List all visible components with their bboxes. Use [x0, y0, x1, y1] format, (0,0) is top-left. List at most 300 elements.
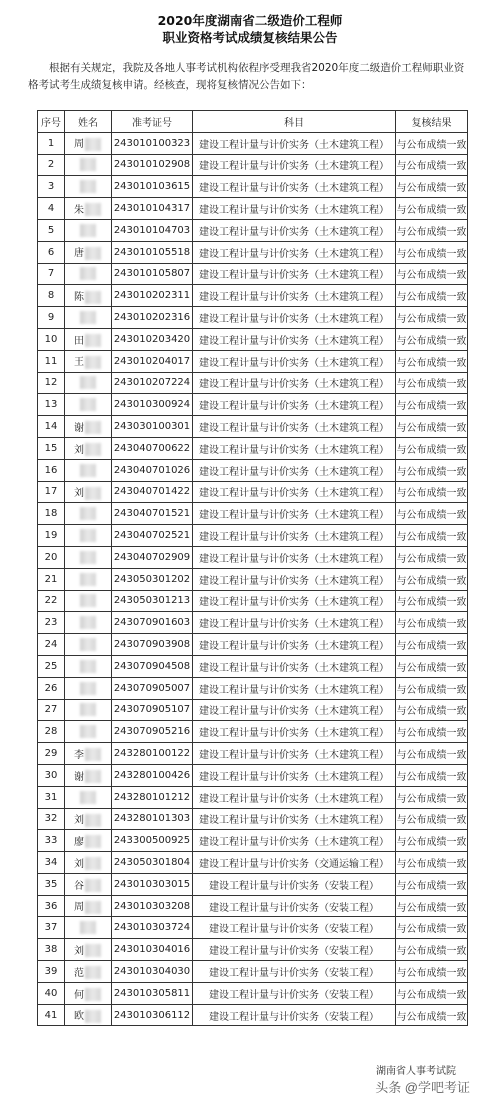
cell-subject: 建设工程计量与计价实务（土木建筑工程） — [193, 350, 396, 372]
cell-name — [65, 895, 112, 917]
cell-no: 17 — [38, 481, 65, 503]
cell-exam-id: 243050301202 — [112, 568, 193, 590]
cell-name — [65, 699, 112, 721]
cell-subject: 建设工程计量与计价实务（安装工程） — [193, 961, 396, 983]
cell-no: 35 — [38, 873, 65, 895]
table-row — [38, 764, 468, 786]
name-redaction-blur — [85, 138, 101, 151]
name-visible-text: 谷 — [74, 880, 84, 892]
cell-exam-id: 243010203420 — [112, 328, 193, 350]
cell-name — [65, 743, 112, 765]
cell-name — [65, 634, 112, 656]
cell-subject: 建设工程计量与计价实务（安装工程） — [193, 939, 396, 961]
cell-no: 19 — [38, 525, 65, 547]
header-exam-id: 准考证号 — [112, 111, 193, 133]
cell-result: 与公布成绩一致 — [396, 612, 468, 634]
cell-name — [65, 328, 112, 350]
cell-result: 与公布成绩一致 — [396, 786, 468, 808]
cell-name — [65, 1004, 112, 1026]
table-row — [38, 241, 468, 263]
name-redaction-blur — [80, 682, 96, 695]
name-redaction-blur — [80, 507, 96, 520]
cell-name — [65, 176, 112, 198]
cell-subject: 建设工程计量与计价实务（土木建筑工程） — [193, 525, 396, 547]
cell-no: 23 — [38, 612, 65, 634]
cell-result: 与公布成绩一致 — [396, 655, 468, 677]
cell-no: 5 — [38, 219, 65, 241]
table-row — [38, 699, 468, 721]
cell-name — [65, 437, 112, 459]
table-row — [38, 590, 468, 612]
name-visible-text: 刘 — [74, 444, 84, 456]
header-no: 序号 — [38, 111, 65, 133]
cell-exam-id: 243010303724 — [112, 917, 193, 939]
cell-result: 与公布成绩一致 — [396, 808, 468, 830]
cell-no: 16 — [38, 459, 65, 481]
cell-exam-id: 243010104317 — [112, 198, 193, 220]
cell-no: 27 — [38, 699, 65, 721]
cell-no: 28 — [38, 721, 65, 743]
name-visible-text: 刘 — [74, 488, 84, 500]
cell-subject: 建设工程计量与计价实务（土木建筑工程） — [193, 263, 396, 285]
header-name: 姓名 — [65, 111, 112, 133]
name-redaction-blur — [80, 660, 96, 673]
cell-name — [65, 263, 112, 285]
name-redaction-blur — [80, 398, 96, 411]
table-row — [38, 743, 468, 765]
cell-no: 2 — [38, 154, 65, 176]
cell-name — [65, 830, 112, 852]
cell-no: 9 — [38, 307, 65, 329]
cell-exam-id: 243010105807 — [112, 263, 193, 285]
table-row — [38, 481, 468, 503]
cell-name — [65, 917, 112, 939]
cell-result: 与公布成绩一致 — [396, 590, 468, 612]
cell-result: 与公布成绩一致 — [396, 459, 468, 481]
cell-subject: 建设工程计量与计价实务（土木建筑工程） — [193, 808, 396, 830]
table-row — [38, 568, 468, 590]
cell-exam-id: 243010100323 — [112, 132, 193, 154]
cell-name — [65, 612, 112, 634]
cell-subject: 建设工程计量与计价实务（土木建筑工程） — [193, 764, 396, 786]
cell-exam-id: 243040700622 — [112, 437, 193, 459]
name-redaction-blur — [85, 879, 101, 892]
name-redaction-blur — [80, 529, 96, 542]
name-visible-text: 范 — [74, 967, 84, 979]
name-visible-text: 周 — [74, 139, 84, 151]
cell-no: 34 — [38, 852, 65, 874]
cell-name — [65, 590, 112, 612]
cell-subject: 建设工程计量与计价实务（土木建筑工程） — [193, 372, 396, 394]
cell-exam-id: 243010303015 — [112, 873, 193, 895]
cell-subject: 建设工程计量与计价实务（土木建筑工程） — [193, 176, 396, 198]
cell-name — [65, 394, 112, 416]
cell-no: 36 — [38, 895, 65, 917]
cell-exam-id: 243010204017 — [112, 350, 193, 372]
cell-exam-id: 243010303208 — [112, 895, 193, 917]
name-redaction-blur — [80, 725, 96, 738]
cell-exam-id: 243040701521 — [112, 503, 193, 525]
cell-name — [65, 503, 112, 525]
name-redaction-blur — [80, 921, 96, 934]
name-redaction-blur — [80, 594, 96, 607]
cell-subject: 建设工程计量与计价实务（土木建筑工程） — [193, 830, 396, 852]
cell-result: 与公布成绩一致 — [396, 263, 468, 285]
cell-exam-id: 243030100301 — [112, 416, 193, 438]
cell-no: 33 — [38, 830, 65, 852]
name-redaction-blur — [80, 638, 96, 651]
name-redaction-blur — [85, 487, 101, 500]
table-row — [38, 721, 468, 743]
name-redaction-blur — [85, 901, 101, 914]
table-row — [38, 437, 468, 459]
cell-subject: 建设工程计量与计价实务（安装工程） — [193, 873, 396, 895]
table-row — [38, 328, 468, 350]
cell-name — [65, 786, 112, 808]
cell-subject: 建设工程计量与计价实务（土木建筑工程） — [193, 699, 396, 721]
cell-name — [65, 416, 112, 438]
cell-name — [65, 219, 112, 241]
cell-result: 与公布成绩一致 — [396, 699, 468, 721]
name-redaction-blur — [85, 291, 101, 304]
cell-no: 24 — [38, 634, 65, 656]
table-row — [38, 982, 468, 1004]
table-row — [38, 285, 468, 307]
cell-result: 与公布成绩一致 — [396, 241, 468, 263]
cell-subject: 建设工程计量与计价实务（土木建筑工程） — [193, 328, 396, 350]
cell-name — [65, 241, 112, 263]
cell-name — [65, 808, 112, 830]
table-row — [38, 634, 468, 656]
cell-subject: 建设工程计量与计价实务（土木建筑工程） — [193, 634, 396, 656]
name-redaction-blur — [80, 180, 96, 193]
name-visible-text: 刘 — [74, 945, 84, 957]
cell-subject: 建设工程计量与计价实务（土木建筑工程） — [193, 198, 396, 220]
cell-subject: 建设工程计量与计价实务（土木建筑工程） — [193, 503, 396, 525]
cell-result: 与公布成绩一致 — [396, 154, 468, 176]
cell-name — [65, 198, 112, 220]
cell-name — [65, 852, 112, 874]
table-row — [38, 546, 468, 568]
cell-name — [65, 655, 112, 677]
cell-no: 30 — [38, 764, 65, 786]
name-redaction-blur — [85, 966, 101, 979]
cell-exam-id: 243280101303 — [112, 808, 193, 830]
cell-name — [65, 372, 112, 394]
name-redaction-blur — [85, 334, 101, 347]
table-row — [38, 350, 468, 372]
table-row — [38, 416, 468, 438]
table-row — [38, 394, 468, 416]
cell-result: 与公布成绩一致 — [396, 873, 468, 895]
cell-no: 38 — [38, 939, 65, 961]
cell-no: 1 — [38, 132, 65, 154]
cell-exam-id: 243010300924 — [112, 394, 193, 416]
cell-no: 6 — [38, 241, 65, 263]
cell-exam-id: 243010207224 — [112, 372, 193, 394]
name-redaction-blur — [85, 356, 101, 369]
cell-exam-id: 243040702909 — [112, 546, 193, 568]
name-visible-text: 欧 — [74, 1011, 84, 1023]
cell-result: 与公布成绩一致 — [396, 917, 468, 939]
name-visible-text: 李 — [74, 749, 84, 761]
cell-result: 与公布成绩一致 — [396, 852, 468, 874]
cell-name — [65, 568, 112, 590]
cell-result: 与公布成绩一致 — [396, 568, 468, 590]
table-row — [38, 176, 468, 198]
cell-name — [65, 459, 112, 481]
header-subject: 科目 — [193, 111, 396, 133]
name-visible-text: 王 — [74, 357, 84, 369]
name-visible-text: 周 — [74, 902, 84, 914]
name-visible-text: 廖 — [74, 836, 84, 848]
table-header-row — [38, 111, 468, 133]
cell-exam-id: 243040701422 — [112, 481, 193, 503]
name-redaction-blur — [80, 464, 96, 477]
table-row — [38, 307, 468, 329]
notice-header — [0, 0, 500, 46]
cell-result: 与公布成绩一致 — [396, 285, 468, 307]
cell-no: 40 — [38, 982, 65, 1004]
name-visible-text: 唐 — [74, 248, 84, 260]
cell-subject: 建设工程计量与计价实务（土木建筑工程） — [193, 219, 396, 241]
cell-no: 10 — [38, 328, 65, 350]
cell-exam-id: 243010202316 — [112, 307, 193, 329]
cell-no: 37 — [38, 917, 65, 939]
cell-exam-id: 243010104703 — [112, 219, 193, 241]
cell-no: 3 — [38, 176, 65, 198]
cell-no: 25 — [38, 655, 65, 677]
cell-exam-id: 243070905007 — [112, 677, 193, 699]
table-row — [38, 917, 468, 939]
cell-exam-id: 243010305811 — [112, 982, 193, 1004]
name-visible-text: 刘 — [74, 858, 84, 870]
table-row — [38, 154, 468, 176]
name-redaction-blur — [85, 835, 101, 848]
cell-no: 18 — [38, 503, 65, 525]
cell-subject: 建设工程计量与计价实务（土木建筑工程） — [193, 459, 396, 481]
cell-no: 29 — [38, 743, 65, 765]
name-visible-text: 何 — [74, 989, 84, 1001]
table-row — [38, 198, 468, 220]
name-redaction-blur — [85, 247, 101, 260]
cell-exam-id: 243010304030 — [112, 961, 193, 983]
cell-subject: 建设工程计量与计价实务（土木建筑工程） — [193, 568, 396, 590]
table-row — [38, 612, 468, 634]
cell-no: 7 — [38, 263, 65, 285]
cell-result: 与公布成绩一致 — [396, 764, 468, 786]
cell-subject: 建设工程计量与计价实务（土木建筑工程） — [193, 612, 396, 634]
name-redaction-blur — [85, 988, 101, 1001]
name-visible-text: 陈 — [74, 292, 84, 304]
table-row — [38, 786, 468, 808]
cell-name — [65, 721, 112, 743]
table-row — [38, 263, 468, 285]
cell-exam-id: 243010103615 — [112, 176, 193, 198]
cell-name — [65, 525, 112, 547]
name-redaction-blur — [80, 616, 96, 629]
cell-exam-id: 243070905107 — [112, 699, 193, 721]
cell-no: 21 — [38, 568, 65, 590]
table-row — [38, 372, 468, 394]
name-redaction-blur — [80, 791, 96, 804]
cell-no: 32 — [38, 808, 65, 830]
cell-result: 与公布成绩一致 — [396, 437, 468, 459]
table-row — [38, 132, 468, 154]
cell-subject: 建设工程计量与计价实务（土木建筑工程） — [193, 241, 396, 263]
cell-no: 4 — [38, 198, 65, 220]
name-redaction-blur — [80, 267, 96, 280]
cell-subject: 建设工程计量与计价实务（土木建筑工程） — [193, 786, 396, 808]
name-redaction-blur — [85, 1010, 101, 1023]
cell-result: 与公布成绩一致 — [396, 982, 468, 1004]
cell-result: 与公布成绩一致 — [396, 677, 468, 699]
cell-result: 与公布成绩一致 — [396, 176, 468, 198]
table-row — [38, 873, 468, 895]
cell-no: 15 — [38, 437, 65, 459]
name-redaction-blur — [85, 443, 101, 456]
cell-subject: 建设工程计量与计价实务（安装工程） — [193, 917, 396, 939]
table-row — [38, 655, 468, 677]
cell-subject: 建设工程计量与计价实务（安装工程） — [193, 895, 396, 917]
cell-name — [65, 982, 112, 1004]
table-row — [38, 219, 468, 241]
cell-exam-id: 243300500925 — [112, 830, 193, 852]
cell-no: 26 — [38, 677, 65, 699]
cell-exam-id: 243070904508 — [112, 655, 193, 677]
cell-exam-id: 243040701026 — [112, 459, 193, 481]
cell-no: 39 — [38, 961, 65, 983]
name-redaction-blur — [85, 857, 101, 870]
cell-no: 11 — [38, 350, 65, 372]
cell-exam-id: 243050301804 — [112, 852, 193, 874]
cell-result: 与公布成绩一致 — [396, 895, 468, 917]
cell-result: 与公布成绩一致 — [396, 503, 468, 525]
cell-no: 13 — [38, 394, 65, 416]
cell-no: 12 — [38, 372, 65, 394]
cell-exam-id: 243280100122 — [112, 743, 193, 765]
cell-result: 与公布成绩一致 — [396, 132, 468, 154]
table-row — [38, 852, 468, 874]
name-redaction-blur — [80, 703, 96, 716]
cell-name — [65, 961, 112, 983]
cell-exam-id: 243280100426 — [112, 764, 193, 786]
cell-subject: 建设工程计量与计价实务（土木建筑工程） — [193, 285, 396, 307]
results-table — [37, 110, 468, 1026]
name-redaction-blur — [80, 158, 96, 171]
cell-exam-id: 243070901603 — [112, 612, 193, 634]
table-row — [38, 459, 468, 481]
cell-result: 与公布成绩一致 — [396, 481, 468, 503]
cell-name — [65, 873, 112, 895]
cell-subject: 建设工程计量与计价实务（土木建筑工程） — [193, 132, 396, 154]
intro-paragraph: 根据有关规定，我院及各地人事考试机构依程序受理我省2020年度二级造价工程师职业资格考试考生成绩复核申请。经核查，现将复核情况公告如下： — [28, 62, 465, 91]
name-redaction-blur — [85, 421, 101, 434]
watermark: 头条 @学吧考证 — [375, 1080, 470, 1095]
cell-result: 与公布成绩一致 — [396, 328, 468, 350]
cell-exam-id: 243010105518 — [112, 241, 193, 263]
cell-result: 与公布成绩一致 — [396, 961, 468, 983]
cell-subject: 建设工程计量与计价实务（土木建筑工程） — [193, 677, 396, 699]
cell-result: 与公布成绩一致 — [396, 350, 468, 372]
notice-title-line-1: 2020年度湖南省二级造价工程师 — [157, 13, 343, 28]
cell-no: 20 — [38, 546, 65, 568]
cell-subject: 建设工程计量与计价实务（土木建筑工程） — [193, 655, 396, 677]
cell-result: 与公布成绩一致 — [396, 939, 468, 961]
name-redaction-blur — [85, 944, 101, 957]
name-redaction-blur — [80, 551, 96, 564]
name-redaction-blur — [80, 311, 96, 324]
header-result: 复核结果 — [396, 111, 468, 133]
cell-result: 与公布成绩一致 — [396, 219, 468, 241]
cell-name — [65, 939, 112, 961]
table-row — [38, 939, 468, 961]
table-row — [38, 525, 468, 547]
table-row — [38, 961, 468, 983]
cell-result: 与公布成绩一致 — [396, 634, 468, 656]
cell-result: 与公布成绩一致 — [396, 394, 468, 416]
cell-no: 41 — [38, 1004, 65, 1026]
cell-result: 与公布成绩一致 — [396, 525, 468, 547]
cell-name — [65, 154, 112, 176]
cell-exam-id: 243070903908 — [112, 634, 193, 656]
name-redaction-blur — [80, 376, 96, 389]
cell-subject: 建设工程计量与计价实务（土木建筑工程） — [193, 546, 396, 568]
cell-subject: 建设工程计量与计价实务（土木建筑工程） — [193, 307, 396, 329]
cell-result: 与公布成绩一致 — [396, 416, 468, 438]
cell-name — [65, 481, 112, 503]
cell-subject: 建设工程计量与计价实务（土木建筑工程） — [193, 437, 396, 459]
table-row — [38, 503, 468, 525]
cell-result: 与公布成绩一致 — [396, 198, 468, 220]
name-visible-text: 田 — [74, 335, 84, 347]
cell-subject: 建设工程计量与计价实务（安装工程） — [193, 1004, 396, 1026]
cell-subject: 建设工程计量与计价实务（安装工程） — [193, 982, 396, 1004]
cell-subject: 建设工程计量与计价实务（土木建筑工程） — [193, 416, 396, 438]
cell-exam-id: 243010202311 — [112, 285, 193, 307]
table-body — [38, 132, 468, 1026]
cell-subject: 建设工程计量与计价实务（土木建筑工程） — [193, 394, 396, 416]
name-redaction-blur — [85, 748, 101, 761]
cell-result: 与公布成绩一致 — [396, 372, 468, 394]
cell-exam-id: 243040702521 — [112, 525, 193, 547]
publisher-signature: 湖南省人事考试院 — [376, 1066, 456, 1077]
cell-name — [65, 285, 112, 307]
cell-name — [65, 677, 112, 699]
cell-exam-id: 243010306112 — [112, 1004, 193, 1026]
table-row — [38, 1004, 468, 1026]
cell-result: 与公布成绩一致 — [396, 743, 468, 765]
table-row — [38, 830, 468, 852]
cell-no: 31 — [38, 786, 65, 808]
cell-name — [65, 307, 112, 329]
notice-title-line-2: 职业资格考试成绩复核结果公告 — [162, 30, 338, 45]
cell-subject: 建设工程计量与计价实务（土木建筑工程） — [193, 743, 396, 765]
cell-name — [65, 546, 112, 568]
name-redaction-blur — [85, 203, 101, 216]
table-row — [38, 677, 468, 699]
name-redaction-blur — [85, 814, 101, 827]
cell-subject: 建设工程计量与计价实务（土木建筑工程） — [193, 154, 396, 176]
cell-subject: 建设工程计量与计价实务（土木建筑工程） — [193, 481, 396, 503]
cell-name — [65, 350, 112, 372]
cell-result: 与公布成绩一致 — [396, 307, 468, 329]
cell-exam-id: 243280101212 — [112, 786, 193, 808]
name-visible-text: 刘 — [74, 815, 84, 827]
cell-exam-id: 243010304016 — [112, 939, 193, 961]
name-visible-text: 谢 — [74, 422, 84, 434]
cell-result: 与公布成绩一致 — [396, 830, 468, 852]
